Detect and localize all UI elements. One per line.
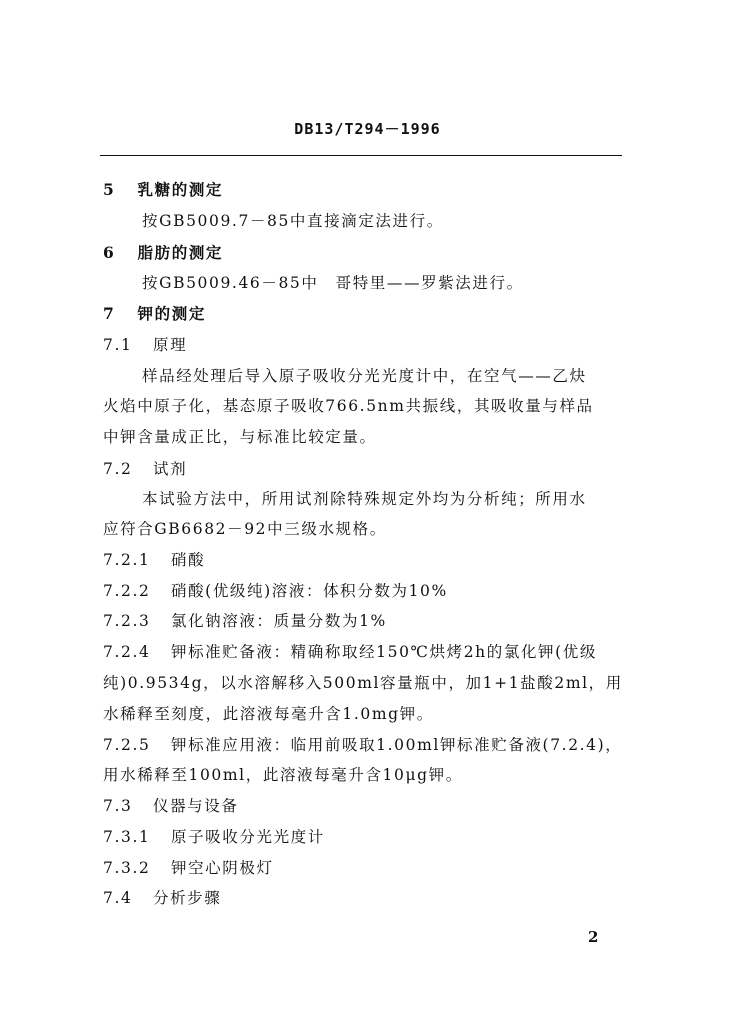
paragraph-line: 纯)0.9534g，以水溶解移入500ml容量瓶中，加1+1盐酸2ml，用 <box>103 674 623 692</box>
section-number: 7.3 <box>103 797 133 815</box>
section-title: 原子吸收分光光度计 <box>170 828 325 846</box>
section-number: 7.2 <box>103 460 133 478</box>
section-7-3-heading <box>103 794 643 816</box>
section-number: 7.3.2 <box>103 859 151 877</box>
section-number: 7.4 <box>103 889 133 907</box>
section-number: 7.1 <box>103 336 133 354</box>
section-number: 7.2.3 <box>103 612 151 630</box>
header-rule <box>100 155 622 156</box>
section-7-1-heading <box>103 333 643 355</box>
section-title: 仪器与设备 <box>152 797 239 815</box>
section-7-4-heading <box>103 886 643 908</box>
section-title: 硝酸(优级纯)溶液：体积分数为10% <box>170 582 448 600</box>
section-title: 钾空心阴极灯 <box>170 859 274 877</box>
paragraph-line: 水稀释至刻度，此溶液每毫升含1.0mg钾。 <box>103 705 434 723</box>
section-title: 试剂 <box>152 460 188 478</box>
section-title: 脂肪的测定 <box>137 244 224 262</box>
section-number: 7.3.1 <box>103 828 151 846</box>
section-number: 7.2.5 <box>103 736 151 754</box>
section-title: 乳糖的测定 <box>137 181 224 199</box>
section-6-heading <box>103 241 643 263</box>
section-7-3-2 <box>103 856 643 878</box>
section-title: 分析步骤 <box>152 889 222 907</box>
section-7-2-heading <box>103 457 643 479</box>
section-7-heading <box>103 302 643 324</box>
section-number: 7.2.1 <box>103 551 151 569</box>
paragraph-line: 本试验方法中，所用试剂除特殊规定外均为分析纯；所用水 <box>142 490 587 508</box>
paragraph-line: 火焰中原子化，基态原子吸收766.5nm共振线，其吸收量与样品 <box>103 397 594 415</box>
section-title: 硝酸 <box>170 551 206 569</box>
section-5-body: 按GB5009.7－85中直接滴定法进行。 <box>142 212 444 230</box>
page-number: 2 <box>588 928 599 946</box>
paragraph-line: 中钾含量成正比，与标准比较定量。 <box>103 428 377 446</box>
section-7-2-4 <box>103 640 643 662</box>
section-number: 7.2.2 <box>103 582 151 600</box>
paragraph-line: 应符合GB6682－92中三级水规格。 <box>103 520 387 538</box>
section-number: 5 <box>103 180 116 199</box>
section-number: 7.2.4 <box>103 643 151 661</box>
section-number: 6 <box>103 243 116 262</box>
section-7-2-1 <box>103 548 643 570</box>
document-header: DB13/T294－1996 <box>294 120 441 138</box>
section-title: 原理 <box>152 336 188 354</box>
paragraph-line: 用水稀释至100ml，此溶液每毫升含10μg钾。 <box>103 766 463 784</box>
section-7-2-3 <box>103 609 643 631</box>
section-5-heading <box>103 178 643 200</box>
section-7-2-5 <box>103 733 643 755</box>
section-title: 钾的测定 <box>137 305 206 323</box>
section-7-3-1 <box>103 825 643 847</box>
section-number: 7 <box>103 304 116 323</box>
paragraph-line: 钾标准应用液：临用前吸取1.00ml钾标准贮备液(7.2.4)， <box>170 736 623 754</box>
paragraph-line: 钾标准贮备液：精确称取经150℃烘烤2h的氯化钾(优级 <box>170 643 598 661</box>
section-title: 氯化钠溶液：质量分数为1% <box>170 612 387 630</box>
section-6-body: 按GB5009.46－85中 哥特里——罗紫法进行。 <box>142 274 524 292</box>
paragraph-line: 样品经处理后导入原子吸收分光光度计中，在空气——乙炔 <box>142 367 587 385</box>
section-7-2-2 <box>103 579 643 601</box>
